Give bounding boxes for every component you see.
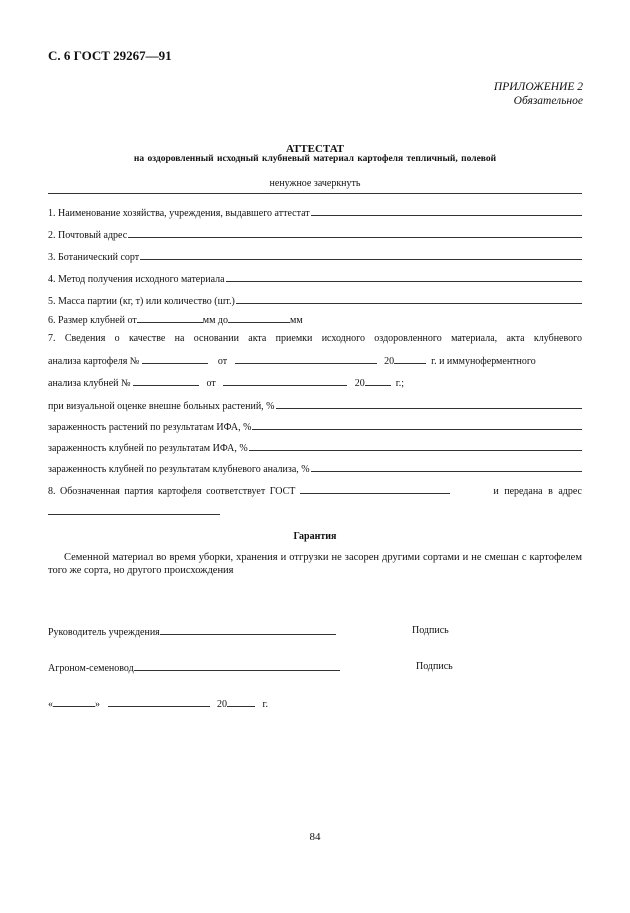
signature-agronomist-label: Подпись bbox=[416, 661, 453, 672]
visual-assessment-blank[interactable] bbox=[276, 399, 582, 409]
act-date-blank[interactable] bbox=[235, 354, 377, 364]
signature-agronomist: Агроном-семеновод bbox=[48, 661, 340, 674]
field-7-item-4: зараженность клубней по результатам клубневого анализа, % bbox=[48, 462, 582, 475]
document-subtitle: на оздоровленный исходный клубневый материал картофеля тепличный, полевой bbox=[133, 154, 497, 164]
guarantee-title: Гарантия bbox=[293, 531, 337, 542]
act-number-blank[interactable] bbox=[142, 354, 208, 364]
divider bbox=[48, 193, 582, 194]
year-blank[interactable] bbox=[227, 697, 255, 707]
address-blank[interactable] bbox=[48, 505, 220, 515]
tubers-ifa-blank[interactable] bbox=[249, 441, 582, 451]
field-3-blank[interactable] bbox=[140, 250, 582, 260]
date-line: « » 20 г. bbox=[48, 699, 268, 710]
strike-note: ненужное зачеркнуть bbox=[269, 178, 361, 189]
field-8: 8. Обозначенная партия картофеля соответствует ГОСТ и передана в адрес bbox=[48, 486, 582, 497]
field-1: 1. Наименование хозяйства, учреждения, выдавшего аттестат bbox=[48, 206, 582, 219]
signature-manager: Руководитель учреждения bbox=[48, 625, 336, 638]
plants-ifa-blank[interactable] bbox=[252, 420, 582, 430]
page-header: С. 6 ГОСТ 29267—91 bbox=[48, 48, 172, 63]
field-6-from-blank[interactable] bbox=[137, 313, 203, 323]
field-7-line3: анализа клубней № от 20 г.; bbox=[48, 378, 405, 389]
appendix-label: ПРИЛОЖЕНИЕ 2 bbox=[493, 81, 583, 93]
month-blank[interactable] bbox=[108, 697, 210, 707]
analysis-number-blank[interactable] bbox=[133, 376, 199, 386]
gost-number-blank[interactable] bbox=[300, 484, 450, 494]
field-6: 6. Размер клубней от мм до мм bbox=[48, 315, 303, 326]
field-2: 2. Почтовый адрес bbox=[48, 228, 582, 241]
analysis-date-blank[interactable] bbox=[223, 376, 347, 386]
page-number: 84 bbox=[309, 831, 321, 843]
field-7-item-2: зараженность растений по результатам ИФА, % bbox=[48, 420, 582, 433]
analysis-year-blank[interactable] bbox=[365, 376, 391, 386]
guarantee-text: Семенной материал во время уборки, хранения и отгрузки не засорен другими сортами и не смешан с картофелем того же сорта, но другого происхождения bbox=[48, 552, 582, 576]
field-3: 3. Ботанический сорт bbox=[48, 250, 582, 263]
signature-manager-label: Подпись bbox=[412, 625, 449, 636]
tuber-analysis-blank[interactable] bbox=[311, 462, 582, 472]
document-title: АТТЕСТАТ bbox=[285, 143, 345, 155]
field-5: 5. Масса партии (кг, т) или количество (шт.) bbox=[48, 294, 582, 307]
day-blank[interactable] bbox=[53, 697, 95, 707]
field-1-blank[interactable] bbox=[311, 206, 582, 216]
field-5-blank[interactable] bbox=[236, 294, 582, 304]
manager-name-blank[interactable] bbox=[160, 625, 336, 635]
agronomist-name-blank[interactable] bbox=[134, 661, 340, 671]
appendix-block bbox=[494, 80, 583, 108]
field-7-item-1: при визуальной оценке внешне больных растений, % bbox=[48, 399, 582, 412]
field-7-line2: анализа картофеля № от 20 г. и иммуноферментного bbox=[48, 356, 536, 367]
act-year-blank[interactable] bbox=[394, 354, 426, 364]
field-4: 4. Метод получения исходного материала bbox=[48, 272, 582, 285]
field-6-to-blank[interactable] bbox=[228, 313, 290, 323]
field-2-blank[interactable] bbox=[128, 228, 582, 238]
appendix-status: Обязательное bbox=[513, 95, 583, 107]
field-4-blank[interactable] bbox=[226, 272, 582, 282]
field-7-intro: 7. Сведения о качестве на основании акта приемки исходного оздоровленного материала, акта клубневого bbox=[48, 333, 582, 344]
field-7-item-3: зараженность клубней по результатам ИФА, % bbox=[48, 441, 582, 454]
